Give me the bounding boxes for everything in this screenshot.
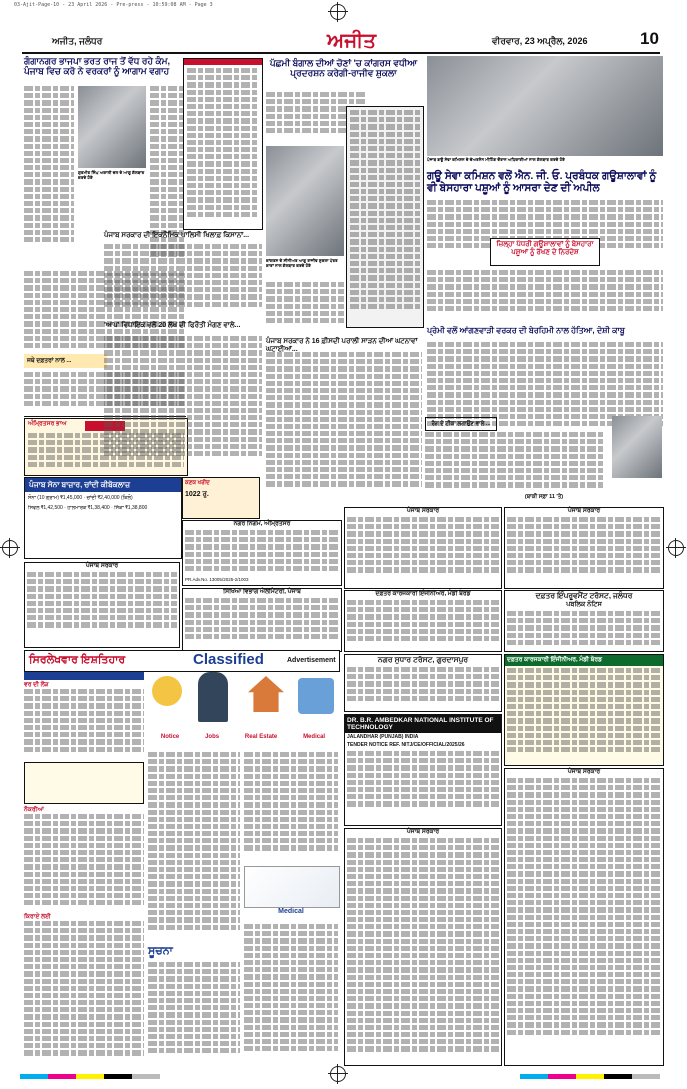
story-4-pullbox: ਜ਼ਿਲ੍ਹਾ ਪੱਧਰੀ ਗਊਸ਼ਾਲਾਵਾਂ ਨੂੰ ਬੇਸਹਾਰਾ ਪਸ਼ੂਆਂ ਨੂੰ ਰੱਖਣ ਦੇ ਨਿਰਦੇਸ਼ <box>490 238 600 266</box>
story-4-body-b <box>427 270 663 322</box>
gov-notice-2 <box>504 507 664 589</box>
story-8-kicker: ਰੰਗ ਦੇ ਟੀਕਾ ਲਗਾਉਣ ਵਾਲੇ ... <box>425 417 497 431</box>
suchna-heading: ਸੂਚਨਾ <box>148 945 173 957</box>
story-3-body-b <box>266 282 344 332</box>
nagar-nigam-notice <box>182 520 342 586</box>
registration-mark-icon <box>2 540 18 556</box>
nagar-sudhar-title: ਨਗਰ ਸੁਧਾਰ ਟਰੱਸਟ, ਗੁਰਦਾਸਪੁਰ <box>377 655 469 664</box>
cat-label-jobs: Jobs <box>205 734 220 740</box>
tender-table-notice <box>344 828 502 1066</box>
mandi-rate-label: ਕਣਕ ਖਰੀਦ <box>185 480 210 486</box>
suchna-body <box>148 962 240 1062</box>
mandi-rate-value: 1022 ਰੁ. <box>185 491 209 498</box>
cat-label-real-estate: Real Estate <box>244 734 278 740</box>
real-estate-icon <box>248 676 284 712</box>
nit-tender <box>344 714 502 826</box>
registration-mark-icon <box>668 540 684 556</box>
nagar-nigam-adv-number: PR.Adv.No. 13005/2025-2/1003 <box>185 577 249 582</box>
edu-notice <box>182 588 342 652</box>
story-1-photo <box>78 86 146 168</box>
story-1-caption: ਗੁਰਮੀਤ ਸਿੰਘ ਅਕਾਲੀ ਦਲ ਦੇ ਆਗੂ ਗੱਲਬਾਤ ਕਰਦੇ ਹੋਏ <box>78 170 145 181</box>
classified-col-mid <box>148 752 240 942</box>
medical-ad-art <box>244 866 340 908</box>
story-7-headline: ਪੰਜਾਬ ਸਰਕਾਰ ਨੇ 16 ਫ਼ੀਸਦੀ ਪਰਾਲੀ ਸਾੜਨ ਦੀਆਂ ਘਟਨਾਵਾਂ ਘਟਾਈਆਂ... <box>266 338 418 354</box>
trust-notice <box>504 590 664 652</box>
registration-mark-icon <box>330 4 346 20</box>
mandi-rate-box <box>182 477 260 519</box>
story-8-body <box>425 432 605 502</box>
print-slug: 03-Ajit-Page-10 - 23 April 2026 - Pre-press - 10:59:08 AM - Page 3 <box>14 2 213 8</box>
classified-col-mid-2 <box>244 752 338 862</box>
medical-icon <box>298 678 334 714</box>
gov-notice-1 <box>344 507 502 589</box>
classified-heading-en: Classified <box>193 651 264 668</box>
gov-table-title: ਪੰਜਾਬ ਸਰਕਾਰ <box>567 769 601 775</box>
story-3-headline: ਪੱਛਮੀ ਬੰਗਾਲ ਦੀਆਂ ਚੋਣਾਂ 'ਚ ਕਾਂਗਰਸ ਵਧੀਆ ਪ੍ਰਦਰਸ਼ਨ ਕਰੇਗੀ-ਰਾਜੀਵ ਸ਼ੁਕਲਾ <box>269 58 418 79</box>
classified-label-rent: ਕਿਰਾਏ ਲਈ <box>24 914 51 920</box>
classified-header <box>24 650 340 672</box>
market-box <box>24 477 182 559</box>
print-color-bar <box>520 1074 660 1079</box>
classified-heading-pa: ਸਿਰਲੇਖਵਾਰ ਇਸ਼ਤਿਹਾਰ <box>29 654 126 666</box>
edu-notice-title: ਸਿੱਖਿਆ ਵਿਭਾਗ ਐਲੀਮੈਂਟਰੀ, ਪੰਜਾਬ <box>223 589 301 595</box>
story-3-sidebar <box>346 106 424 328</box>
masthead <box>22 30 660 54</box>
mandi-board-notice <box>504 654 664 766</box>
mandi-board-title: ਦਫ਼ਤਰ ਕਾਰਜਕਾਰੀ ਇੰਜੀਨੀਅਰ, ਮੰਡੀ ਬੋਰਡ <box>505 655 663 666</box>
classified-heading-en-2: Advertisement <box>287 657 336 664</box>
story-7-body <box>266 352 422 504</box>
story-4-headline: ਗਊ ਸੇਵਾ ਕਮਿਸ਼ਨ ਵਲੋਂ ਐਨ. ਜੀ. ਓ. ਪ੍ਰਬੰਧਕ ਗਊਸ਼ਾਲਾਵਾਂ ਨੂੰ ਵੀ ਬੇਸਹਾਰਾ ਪਸ਼ੂਆਂ ਨੂੰ ਆਸਰਾ ਦੇਣ ਦੀ ਅਪੀਲ <box>427 170 657 195</box>
classified-col-left <box>24 672 144 1064</box>
story-4-caption: ਪੰਜਾਬ ਗਊ ਸੇਵਾ ਕਮਿਸ਼ਨ ਦੇ ਚੇਅਰਮੈਨ ਮੀਟਿੰਗ ਦੌਰਾਨ ਅਧਿਕਾਰੀਆਂ ਨਾਲ ਗੱਲਬਾਤ ਕਰਦੇ ਹੋਏ <box>427 157 565 162</box>
classified-label-matrimonial: ਵਰ ਦੀ ਲੋੜ <box>24 682 49 688</box>
trust-notice-subtitle: ਪਬਲਿਕ ਨੋਟਿਸ <box>566 601 602 608</box>
story-3-caption: ਕਾਂਗਰਸ ਦੇ ਸੀਨੀਅਰ ਆਗੂ ਰਾਜੀਵ ਸ਼ੁਕਲਾ ਪੱਤਰਕਾਰਾਂ ਨਾਲ ਗੱਲਬਾਤ ਕਰਦੇ ਹੋਏ <box>266 258 338 269</box>
jobs-icon <box>198 672 228 722</box>
story-1-kicker: ਜਥੇ ਦਫ਼ਤਰਾਂ ਨਾਲ ... <box>24 354 107 368</box>
gov-notice-3 <box>24 562 180 648</box>
story-5-headline: ਪ੍ਰੇਮੀ ਵਲੋਂ ਆਂਗਣਵਾੜੀ ਵਰਕਰ ਦੀ ਬੇਰਹਿਮੀ ਨਾਲ ਹੱਤਿਆ, ਦੋਸ਼ੀ ਕਾਬੂ <box>427 326 625 335</box>
story-2-body <box>104 244 262 316</box>
story-6-headline: 'ਆਪ' ਵਿਧਾਇਕ ਵਲੋਂ 20 ਲੱਖ ਦੀ ਫਿਰੌਤੀ ਮੰਗਣ ਵਾਲੇ... <box>104 322 241 329</box>
masthead-date: ਵੀਰਵਾਰ, 23 ਅਪ੍ਰੈਲ, 2026 <box>492 36 588 46</box>
story-1-headline: ਗੰਗਾਨਗਰ ਭਾਜਪਾ ਭਰਤ ਰਾਜ ਤੋਂ ਵੱਧ ਰਹੇ ਕੰਮ, ਪੰਜਾਬ ਵਿਚ ਕਰੋ ਨੇ ਵਰਕਰਾਂ ਨੂੰ ਆਗਾਮ ਵਗਾਹ <box>24 56 171 77</box>
nit-tender-ref: TENDER NOTICE REF. NITJ/CE/OFFICIAL/2025/26 <box>347 742 465 748</box>
registration-mark-icon <box>330 1066 346 1082</box>
classified-category-art <box>148 672 338 732</box>
cat-label-notice: Notice <box>160 734 180 740</box>
notice-icon <box>152 676 182 706</box>
trust-notice-title: ਦਫ਼ਤਰ ਇੰਪਰੂਵਮੈਂਟ ਟਰੱਸਟ, ਜਲੰਧਰ <box>535 591 633 600</box>
story-5-photo <box>612 416 662 478</box>
story-4-photo <box>427 56 663 156</box>
gov-notice-2-title: ਪੰਜਾਬ ਸਰਕਾਰ <box>567 508 601 514</box>
gov-notice-1-title: ਪੰਜਾਬ ਸਰਕਾਰ <box>406 508 440 514</box>
cat-label-medical: Medical <box>303 734 326 740</box>
nit-title: DR. B.R. AMBEDKAR NATIONAL INSTITUTE OF TECHNOLOGY <box>345 715 501 733</box>
masthead-location: ਅਜੀਤ, ਜਲੰਧਰ <box>52 36 103 46</box>
story-3-photo <box>266 146 344 256</box>
page-number: 10 <box>640 29 659 48</box>
classified-col-mid-3 <box>244 924 338 1064</box>
classified-band <box>24 672 144 680</box>
gov-notice-3-title: ਪੰਜਾਬ ਸਰਕਾਰ <box>85 563 119 569</box>
classified-boxed-ad <box>24 762 144 804</box>
tender-table-title: ਪੰਜਾਬ ਸਰਕਾਰ <box>406 829 440 835</box>
classified-category-labels <box>148 734 338 748</box>
rates-label: ਅੰਮ੍ਰਿਤਸਰ ਭਾਅ <box>28 421 67 427</box>
gov-table-notice <box>504 768 664 1066</box>
classified-label-jobs: ਨੌਕਰੀਆਂ <box>24 807 44 813</box>
story-2-headline: ਪੰਜਾਬ ਸਰਕਾਰ ਦੀ ਇਕਨੌਮਿਕ ਪਾਲਿਸੀ ਖਿਲਾਫ਼ ਕਿਸਾਨਾਂ... <box>104 232 250 239</box>
medical-ad-label: Medical <box>278 908 304 915</box>
nagar-nigam-notice-title: ਨਗਰ ਨਿਗਮ, ਅੰਮ੍ਰਿਤਸਰ <box>233 521 291 527</box>
story-1-body <box>24 86 74 246</box>
mandi-notice-title: ਦਫ਼ਤਰ ਕਾਰਜਕਾਰੀ ਇੰਜੀਨੀਅਰ, ਮੰਡੀ ਬੋਰਡ <box>375 591 471 597</box>
story-2-box <box>183 58 263 230</box>
print-color-bar <box>20 1074 160 1079</box>
story-6-body <box>104 336 262 472</box>
market-title: ਪੰਜਾਬ ਸੋਨਾ ਬਾਜ਼ਾਰ, ਚਾਂਦੀ ਕੀਬੋਕਲਾਜ਼ <box>25 478 181 492</box>
market-line-2: ਸਿਵਲ ₹1,42,500 · ਹਾਲਮਾਰਕ ₹1,38,400 · ਸਿੱਕਾ ₹1,38,800 <box>28 505 148 511</box>
continued-note: (ਬਾਕੀ ਸਫ਼ਾ 11 'ਤੇ) <box>524 494 564 500</box>
newspaper-logo: ਅਜੀਤ <box>327 28 377 52</box>
nagar-sudhar-notice <box>344 654 502 712</box>
nit-subtitle: JALANDHAR (PUNJAB) INDIA <box>347 734 419 740</box>
mandi-notice <box>344 590 502 652</box>
market-line-1: ਸੋਨਾ (10 ਗ੍ਰਾਮ) ₹1,45,000 · ਚਾਂਦੀ ₹2,40,000 (ਕਿਲੋ) <box>28 495 133 501</box>
